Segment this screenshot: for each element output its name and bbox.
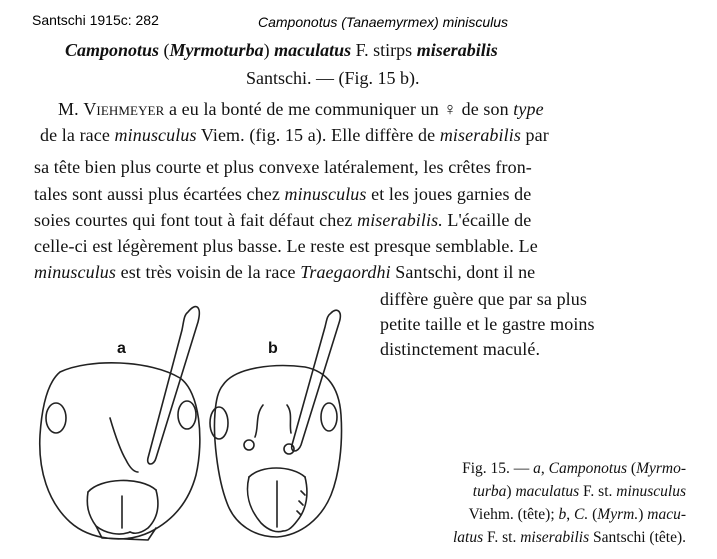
head-b-torulus-left [244,440,254,450]
p2-b: Viem. (fig. 15 a). Elle diffère de [196,125,440,145]
p7-traegaordhi: Traegaordhi [300,262,391,282]
species-title-line2: Santschi. — (Fig. 15 b). [246,68,420,88]
title-subgenus: Myrmoturba [169,40,264,60]
p1-type: type [513,99,544,119]
title-genus: Camponotus [65,40,160,60]
caption-line-4 [453,529,686,547]
paragraph-line-8: diffère guère que par sa plus [380,289,587,309]
c3-c: C. [574,506,589,523]
p1-name: Viehmeyer [83,99,165,119]
c1-letter: a [533,460,541,477]
c3-myrm: Myrm. [597,506,639,523]
c3-open: ( [588,506,598,523]
c1-camponotus: Camponotus [548,460,628,477]
head-a-left-eye [46,403,66,433]
c2-mid: F. st. [579,483,617,500]
c1-open: ( [627,460,637,477]
paragraph-line-9: petite taille et le gastre moins [380,314,595,334]
head-b-tick-1 [301,491,305,495]
caption-line-1 [462,460,686,478]
figure-label-a: a [117,340,126,357]
caption-line-2 [473,483,686,501]
p2-miserabilis: miserabilis [439,125,521,145]
c1-a: Fig. 15. — [462,460,534,477]
c1-sep: , [540,460,549,477]
head-a-scape [148,307,200,464]
head-b-left-eye [210,407,228,439]
head-b-mandible-right [283,477,307,531]
p5-a: soies courtes qui font tout à fait défaut chez [34,210,358,230]
p2-minusculus: minusculus [114,125,197,145]
p2-a: de la race [40,125,115,145]
c2-close: ) [506,483,516,500]
c4-end: Santschi (tête). [589,529,686,546]
c3-b: b [558,506,567,523]
c3-close: ) [638,506,648,523]
c3-macu: macu- [647,506,686,523]
head-a-right-eye [178,401,196,429]
head-b-tick-2 [299,501,303,505]
p7-b: Santschi, dont il ne [390,262,536,282]
c4-miserabilis: miserabilis [520,529,590,546]
title-open: ( [159,40,170,60]
title-mid: F. stirps [351,40,417,60]
caption-line-3 [469,506,686,524]
title-stirps: miserabilis [416,40,498,60]
p7-a: est très voisin de la race [116,262,301,282]
head-a-mandible-right [130,490,158,533]
p4-minusculus: minusculus [284,184,367,204]
p5-miserabilis: miserabilis. [357,210,443,230]
p5-b: L'écaille de [442,210,532,230]
head-a-carina [110,418,138,472]
species-title-line1 [65,40,498,61]
p1-rest: a eu la bonté de me communiquer un ♀ de son [164,99,514,119]
p4-a: tales sont aussi plus écartées chez [34,184,285,204]
head-b-right-eye [321,403,337,431]
c2-minusculus: minusculus [616,483,686,500]
head-a-outline [40,363,200,539]
figure-label-b: b [268,340,278,357]
paragraph-line-6: celle-ci est légèrement plus basse. Le reste est presque semblable. Le [34,236,538,256]
p7-minusculus: minusculus [34,262,116,282]
paragraph-line-2 [40,125,549,146]
head-b-carina-left [255,405,263,437]
paragraph-line-4 [34,184,531,205]
p2-c: par [520,125,549,145]
paragraph-line-7 [34,262,535,283]
taxon-header: Camponotus (Tanaemyrmex) minisculus [258,14,509,30]
c2-turba: turba [472,483,507,500]
head-b-carina-right [287,405,291,433]
head-b-clypeus [249,468,305,477]
head-a-mandible-left [87,492,130,534]
title-close: ) [263,40,275,60]
head-b-outline [215,366,342,537]
paragraph-line-10: distinctement maculé. [380,339,541,359]
c3-sep: , [566,506,575,523]
c2-maculatus: maculatus [515,483,580,500]
paragraph-line-1 [58,99,544,120]
ant-head-a-drawing [30,300,220,555]
paragraph-line-5 [34,210,531,231]
head-b-tick-3 [297,511,301,515]
ant-head-b-drawing [205,305,365,555]
c3-a: Viehm. (tête); [468,506,559,523]
head-a-clypeus [88,480,156,492]
p4-b: et les joues garnies de [366,184,532,204]
c4-mid: F. st. [483,529,521,546]
p1-initial: M. [58,99,84,119]
c4-latus: latus [452,529,484,546]
citation-header: Santschi 1915c: 282 [32,12,159,28]
paragraph-line-3: sa tête bien plus courte et plus convexe latéralement, les crêtes fron- [34,157,532,177]
title-species: maculatus [274,40,352,60]
c1-myrmo: Myrmo- [636,460,686,477]
